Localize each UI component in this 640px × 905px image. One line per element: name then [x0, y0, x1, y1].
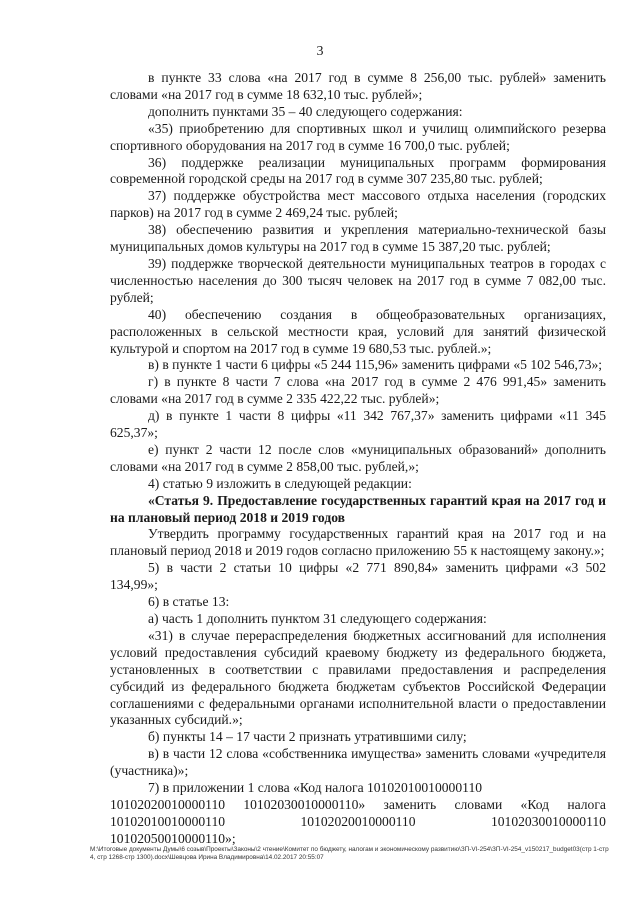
- document-body: [110, 70, 606, 848]
- paragraph: 39) поддержке творческой деятельности муниципальных театров в городах с численностью населения до 300 тысяч человек на 2017 год в сумме 7 082,00 тыс. рублей;: [110, 255, 606, 305]
- paragraph: в) в части 12 слова «собственника имущества» заменить словами «учредителя (участника)»;: [110, 746, 606, 779]
- paragraph: е) пункт 2 части 12 после слов «муниципальных образований» дополнить словами «на 2017 год в сумме 2 858,00 тыс. рублей,»;: [110, 441, 606, 474]
- code-item: заменить: [383, 796, 437, 812]
- paragraph: 37) поддержке обустройства мест массового отдыха населения (городских парков) на 2017 год в сумме 2 469,24 тыс. рублей;: [110, 188, 606, 221]
- paragraph: 7) в приложении 1 слова «Код налога 10102010010000110: [148, 780, 483, 796]
- paragraph: в) в пункте 1 части 6 цифры «5 244 115,96» заменить цифрами «5 102 546,73»;: [148, 357, 603, 373]
- code-item: 10102030010000110»: [243, 796, 366, 812]
- paragraph: 6) в статье 13:: [148, 594, 230, 610]
- code-item: словами: [454, 796, 503, 812]
- code-item: 10102030010000110: [490, 813, 606, 829]
- paragraph: г) в пункте 8 части 7 слова «на 2017 год в сумме 2 476 991,45» заменить словами «на 2017 год в сумме 2 335 422,22 тыс. рублей»;: [110, 374, 606, 407]
- code-item: 10102020010000110: [300, 813, 416, 829]
- tax-codes-row: [110, 814, 606, 831]
- file-path-footer: M:\Итоговые документы Думы\6 созыв\Проекты\Законы\2 чтение\Комитет по бюджету, налогам и экономическому развитию\ЗП-VI-254\ЗП-VI-254_v150217_budget03(стр 1-стр 4, стр 1268-стр 1300).docx\Шевцова Ирина Владимировна\14.02.2017 20:55:07: [90, 846, 609, 861]
- paragraph: «31) в случае перераспределения бюджетных ассигнований для исполнения условий предоставления субсидий краевому бюджету из федерального бюджета, установленных в соответствии с правилами предоставления и распределения субсидий из федерального бюджета бюджетам субъектов Российской Федерации соглашениями с федеральными органами исполнительной власти о предоставлении указанных субсидий.»;: [110, 627, 606, 728]
- code-item: «Код: [520, 796, 550, 812]
- paragraph: д) в пункте 1 части 8 цифры «11 342 767,37» заменить цифрами «11 345 625,37»;: [110, 408, 606, 441]
- paragraph: дополнить пунктами 35 – 40 следующего содержания:: [148, 103, 463, 119]
- code-item: 10102020010000110: [110, 796, 226, 812]
- paragraph: а) часть 1 дополнить пунктом 31 следующего содержания:: [148, 611, 487, 626]
- page-number: 3: [316, 44, 324, 59]
- paragraph: в пункте 33 слова «на 2017 год в сумме 8 256,00 тыс. рублей» заменить словами «на 2017 год в сумме 18 632,10 тыс. рублей»;: [110, 70, 606, 102]
- paragraph: 38) обеспечению развития и укрепления материально-технической базы муниципальных домов культуры на 2017 год в сумме 15 387,20 тыс. рублей;: [110, 222, 606, 255]
- code-item: 10102050010000110»;: [110, 830, 236, 846]
- tax-codes-line: [110, 797, 606, 814]
- paragraph: 40) обеспечению создания в общеобразовательных организациях, расположенных в сельской местности края, условий для занятий физической культурой и спортом на 2017 год в сумме 19 680,53 тыс. рублей.»;: [110, 306, 606, 356]
- paragraph: «35) приобретению для спортивных школ и училищ олимпийского резерва спортивного оборудования на 2017 год в сумме 16 700,0 тыс. рублей;: [110, 120, 606, 153]
- paragraph: 5) в части 2 статьи 10 цифры «2 771 890,84» заменить цифрами «3 502 134,99»;: [110, 560, 606, 593]
- paragraph: б) пункты 14 – 17 части 2 признать утратившими силу;: [148, 729, 467, 745]
- article-heading: «Статья 9. Предоставление государственных гарантий края на 2017 год и на плановый период 2018 и 2019 годов: [110, 492, 606, 525]
- paragraph: Утвердить программу государственных гарантий края на 2017 год и на плановый период 2018 и 2019 годов согласно приложению 55 к настоящему закону.»;: [110, 526, 606, 559]
- paragraph: 4) статью 9 изложить в следующей редакции:: [148, 475, 412, 491]
- code-item: налога: [567, 796, 606, 812]
- paragraph: 36) поддержке реализации муниципальных программ формирования современной городской среды на 2017 год в сумме 307 235,80 тыс. рублей;: [110, 154, 606, 187]
- code-item: 10102010010000110: [110, 813, 226, 829]
